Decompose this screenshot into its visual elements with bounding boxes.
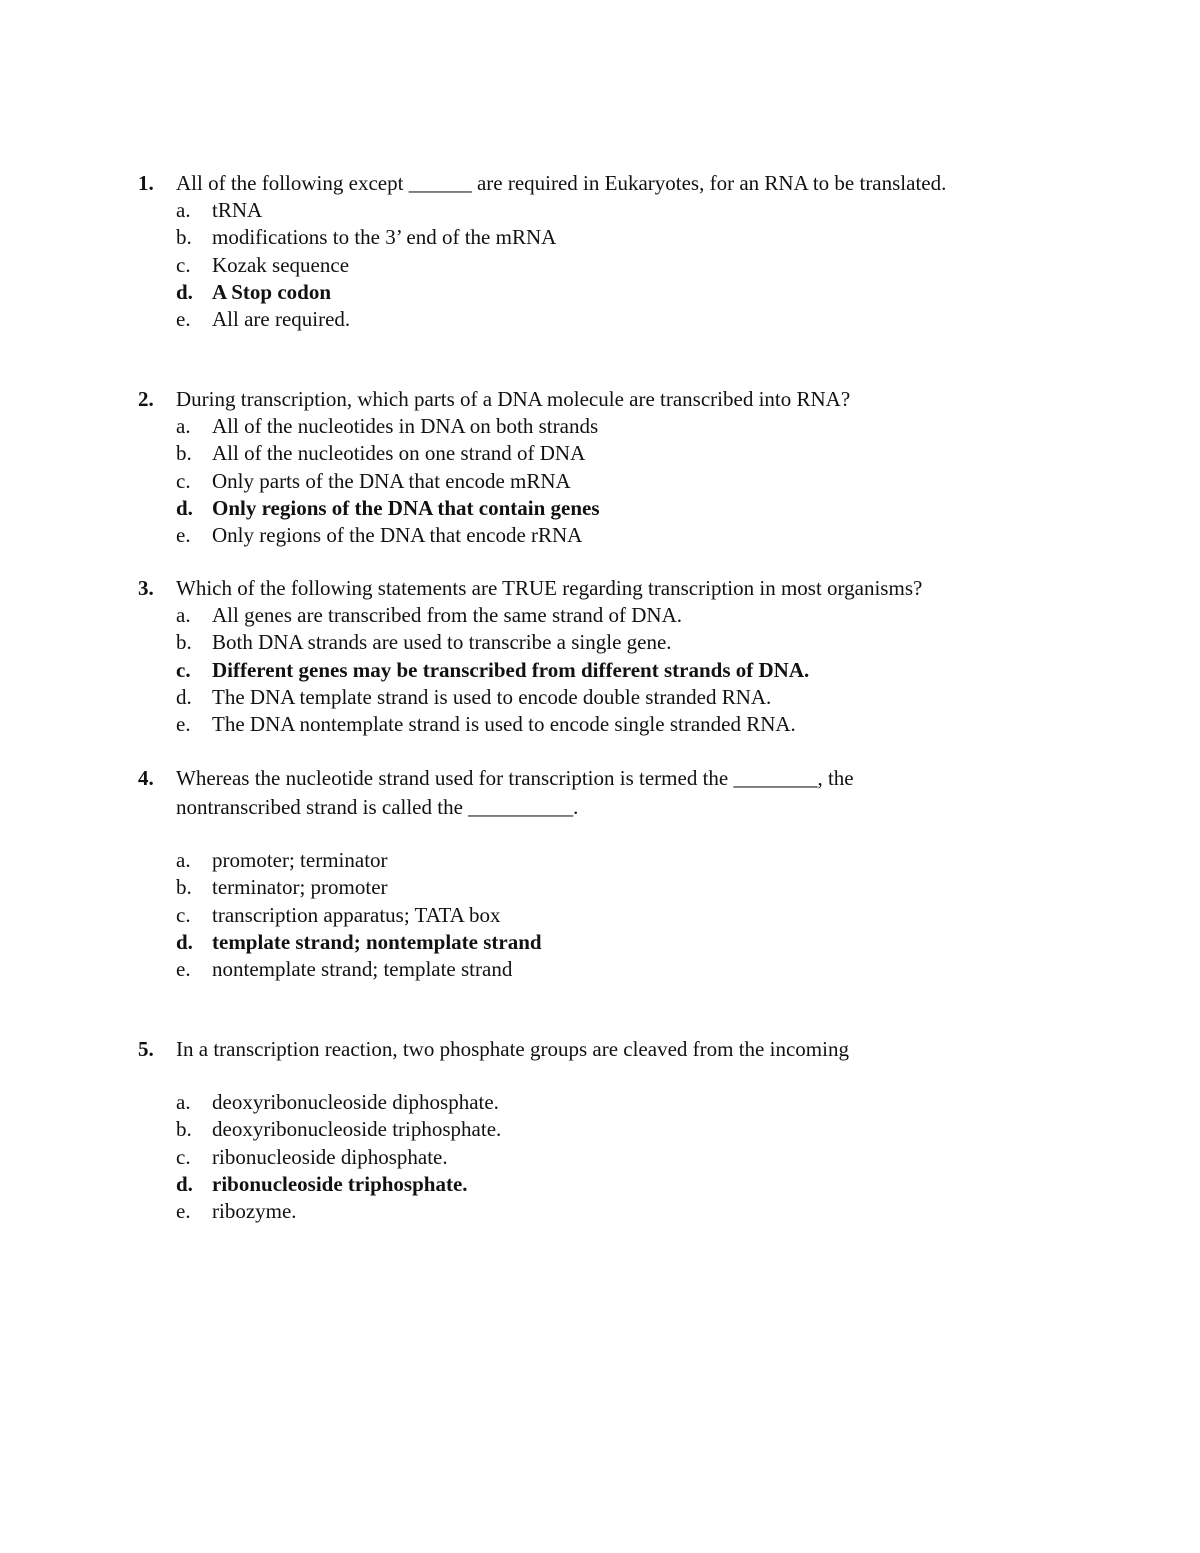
question-5	[138, 1036, 1078, 1225]
question-4	[138, 764, 1078, 983]
spacer	[138, 1063, 1078, 1089]
option-letter: d.	[176, 1171, 193, 1196]
option-b	[138, 1116, 1078, 1143]
option-c	[138, 657, 1078, 684]
option-text: Only regions of the DNA that contain genes	[212, 495, 600, 520]
option-letter: a.	[176, 603, 191, 627]
option-text: tRNA	[212, 198, 263, 222]
option-b	[138, 224, 1078, 251]
option-text: The DNA template strand is used to encode double stranded RNA.	[212, 684, 772, 709]
option-text: template strand; nontemplate strand	[212, 929, 542, 954]
option-letter: d.	[176, 279, 193, 304]
option-letter: e.	[176, 523, 191, 548]
option-d	[138, 929, 1078, 956]
option-text: ribonucleoside triphosphate.	[212, 1171, 468, 1196]
option-e	[138, 1198, 1078, 1225]
option-letter: c.	[176, 252, 191, 277]
option-text: All of the nucleotides in DNA on both strands	[212, 414, 599, 438]
option-text: Different genes may be transcribed from different strands of DNA.	[212, 657, 810, 682]
option-text: transcription apparatus; TATA box	[212, 902, 501, 927]
option-d	[138, 495, 1078, 522]
question-text: Whereas the nucleotide strand used for transcription is termed the ________, the	[176, 766, 854, 790]
option-letter: c.	[176, 1144, 191, 1169]
option-c	[138, 902, 1078, 929]
option-letter: e.	[176, 957, 191, 982]
option-text: terminator; promoter	[212, 875, 388, 900]
option-text: Only regions of the DNA that encode rRNA	[212, 523, 583, 548]
question-stem	[138, 575, 1078, 602]
option-text: deoxyribonucleoside diphosphate.	[212, 1090, 499, 1114]
question-1	[138, 170, 1078, 333]
option-c	[138, 1144, 1078, 1171]
option-text: The DNA nontemplate strand is used to encode single stranded RNA.	[212, 712, 796, 737]
question-stem-continued	[138, 793, 1078, 822]
option-letter: a.	[176, 414, 191, 438]
option-letter: b.	[176, 225, 192, 250]
option-d	[138, 1171, 1078, 1198]
option-text: Both DNA strands are used to transcribe a single gene.	[212, 630, 672, 655]
option-a	[138, 413, 1078, 440]
option-a	[138, 197, 1078, 224]
option-e	[138, 522, 1078, 549]
option-text: ribonucleoside diphosphate.	[212, 1144, 448, 1169]
question-2	[138, 386, 1078, 549]
option-c	[138, 468, 1078, 495]
option-c	[138, 252, 1078, 279]
option-text: All genes are transcribed from the same strand of DNA.	[212, 603, 683, 627]
question-number: 2.	[138, 387, 154, 411]
option-text: ribozyme.	[212, 1199, 297, 1224]
option-letter: c.	[176, 657, 191, 682]
question-stem	[138, 170, 1078, 197]
question-text: During transcription, which parts of a DNA molecule are transcribed into RNA?	[176, 387, 851, 411]
question-text: In a transcription reaction, two phosphate groups are cleaved from the incoming	[176, 1037, 849, 1061]
option-text: nontemplate strand; template strand	[212, 957, 513, 982]
option-text: modifications to the 3’ end of the mRNA	[212, 225, 557, 250]
question-text: Which of the following statements are TRUE regarding transcription in most organisms?	[176, 576, 923, 600]
question-number: 1.	[138, 171, 154, 195]
question-stem	[138, 386, 1078, 413]
option-e	[138, 711, 1078, 738]
option-letter: a.	[176, 848, 191, 872]
option-letter: b.	[176, 630, 192, 655]
option-b	[138, 629, 1078, 656]
option-text: deoxyribonucleoside triphosphate.	[212, 1117, 502, 1142]
option-text: Kozak sequence	[212, 252, 350, 277]
option-b	[138, 874, 1078, 901]
option-letter: e.	[176, 712, 191, 737]
option-b	[138, 440, 1078, 467]
option-letter: c.	[176, 902, 191, 927]
question-number: 4.	[138, 766, 154, 790]
question-stem	[138, 1036, 1078, 1063]
option-d	[138, 279, 1078, 306]
option-letter: d.	[176, 929, 193, 954]
option-e	[138, 956, 1078, 983]
option-text: All of the nucleotides on one strand of DNA	[212, 441, 586, 466]
option-letter: d.	[176, 495, 193, 520]
option-letter: b.	[176, 875, 192, 900]
question-3	[138, 575, 1078, 738]
option-letter: e.	[176, 307, 191, 332]
question-number: 3.	[138, 576, 154, 600]
option-letter: a.	[176, 198, 191, 222]
question-stem	[138, 764, 1078, 793]
option-letter: c.	[176, 468, 191, 493]
option-text: promoter; terminator	[212, 848, 388, 872]
option-letter: d.	[176, 684, 192, 709]
option-text: All are required.	[212, 307, 351, 332]
option-a	[138, 602, 1078, 629]
option-a	[138, 847, 1078, 874]
option-letter: b.	[176, 441, 192, 466]
option-letter: b.	[176, 1117, 192, 1142]
question-number: 5.	[138, 1037, 154, 1061]
option-letter: a.	[176, 1090, 191, 1114]
question-text: nontranscribed strand is called the __________.	[176, 794, 579, 819]
spacer	[138, 821, 1078, 847]
option-text: Only parts of the DNA that encode mRNA	[212, 468, 571, 493]
question-text: All of the following except ______ are required in Eukaryotes, for an RNA to be translated.	[176, 171, 947, 195]
option-text: A Stop codon	[212, 279, 332, 304]
option-letter: e.	[176, 1199, 191, 1224]
option-a	[138, 1089, 1078, 1116]
option-d	[138, 684, 1078, 711]
option-e	[138, 306, 1078, 333]
